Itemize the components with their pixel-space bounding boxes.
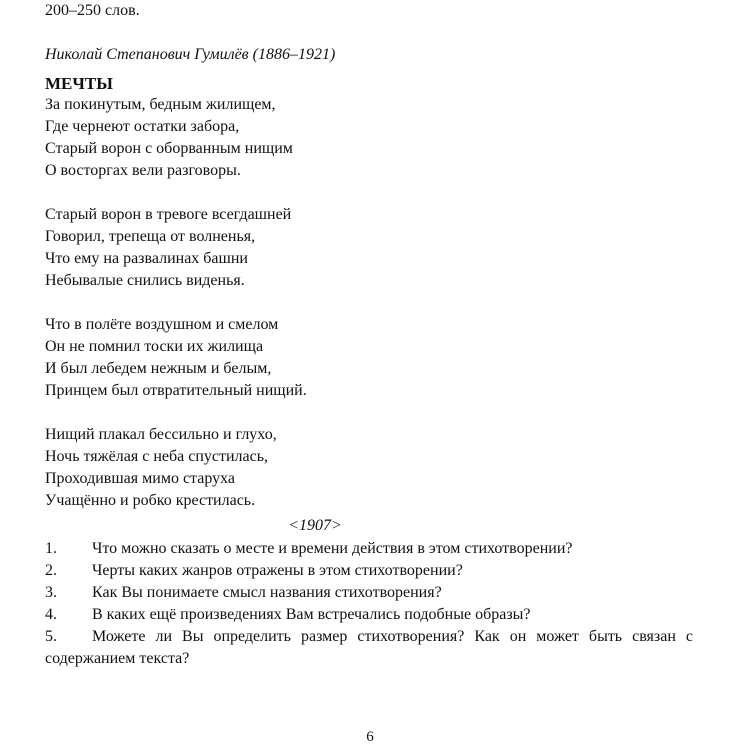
question-text: Можете ли Вы определить размер стихотворения? Как он может быть связан с содержанием текста? [45,628,693,667]
question-number: 5. [45,628,57,645]
question-text: Что можно сказать о месте и времени действия в этом стихотворении? [92,540,573,557]
question-item [45,604,693,626]
intro-text-tail: 200–250 слов. [45,2,140,19]
poem-line: Проходившая мимо старуха [45,470,236,487]
poem-author: Николай Степанович Гумилёв (1886–1921) [45,46,336,63]
question-item [45,582,693,604]
question-number: 4. [45,606,57,623]
poem-line: И был лебедем нежным и белым, [45,360,272,377]
question-item [45,626,693,670]
poem-line: Что ему на развалинах башни [45,250,248,267]
question-text: Черты каких жанров отражены в этом стихотворении? [92,562,463,579]
question-item [45,560,693,582]
question-item [45,538,693,560]
poem-stanza [45,424,307,512]
question-number: 2. [45,562,57,579]
poem-line: Нищий плакал бессильно и глухо, [45,426,277,443]
poem-date: <1907> [288,517,342,534]
poem-body [45,94,307,512]
poem-line: Что в полёте воздушном и смелом [45,316,279,333]
poem-line: Где чернеют остатки забора, [45,118,240,135]
question-text: Как Вы понимаете смысл названия стихотворения? [92,584,442,601]
poem-line: Старый ворон с оборванным нищим [45,140,293,157]
poem-line: О восторгах вели разговоры. [45,162,241,179]
poem-stanza [45,314,307,402]
poem-stanza [45,204,307,292]
page-number: 6 [366,729,374,745]
poem-line: Старый ворон в тревоге всегдашней [45,206,292,223]
poem-line: За покинутым, бедным жилищем, [45,96,276,113]
question-text: В каких ещё произведениях Вам встречались подобные образы? [92,606,531,623]
poem-line: Небывалые снились виденья. [45,272,245,289]
poem-line: Говорил, трепеща от волненья, [45,228,256,245]
poem-line: Принцем был отвратительный нищий. [45,382,307,399]
poem-stanza [45,94,307,182]
question-number: 1. [45,540,57,557]
poem-line: Учащённо и робко крестилась. [45,492,256,509]
poem-line: Он не помнил тоски их жилища [45,338,264,355]
poem-title: МЕЧТЫ [45,74,113,93]
question-number: 3. [45,584,57,601]
poem-line: Ночь тяжёлая с неба спустилась, [45,448,269,465]
question-list [45,538,693,670]
